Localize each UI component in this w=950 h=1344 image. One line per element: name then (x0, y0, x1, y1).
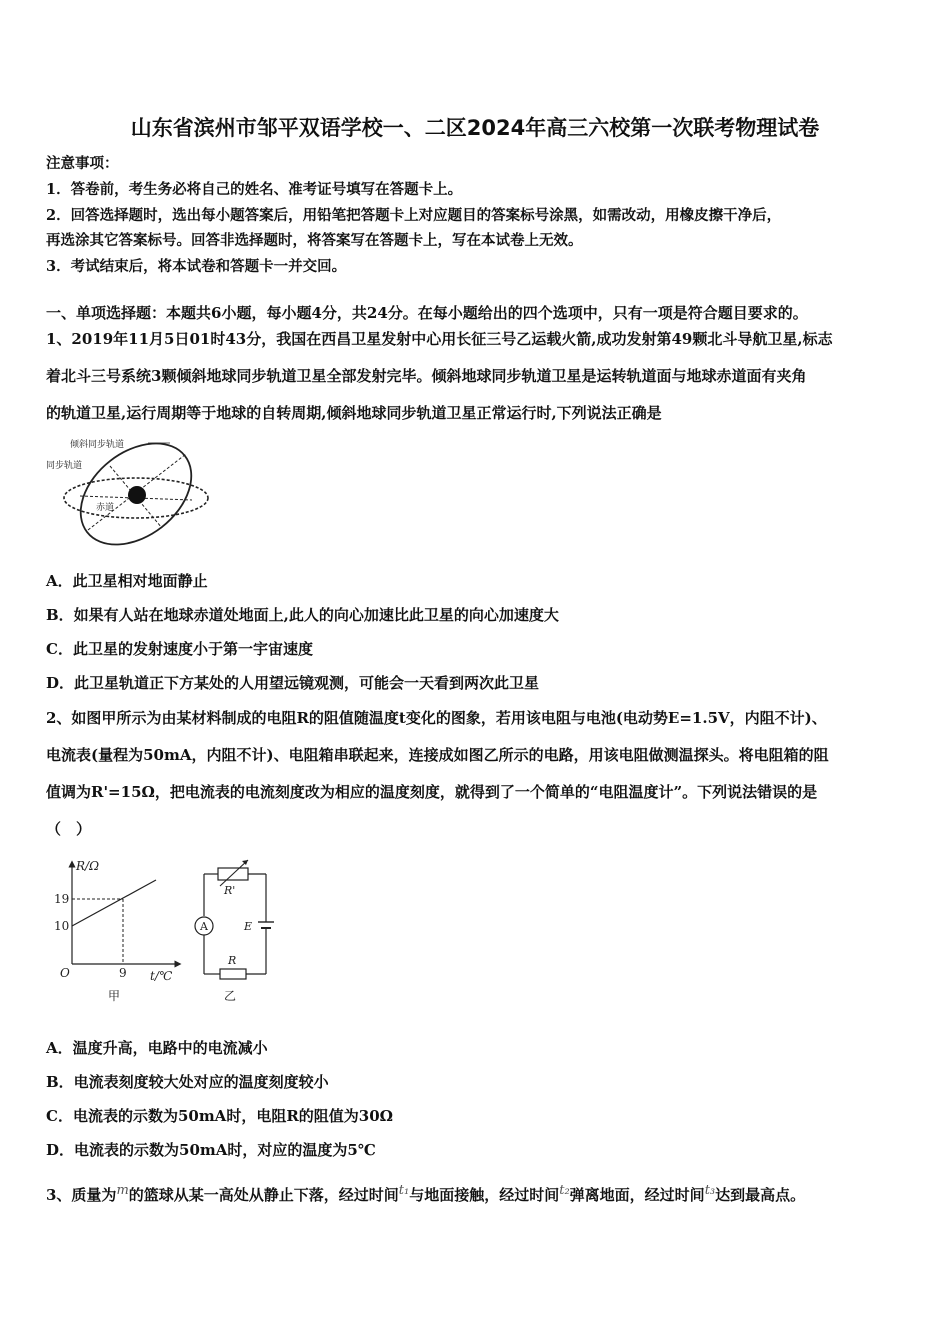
resistor-label: R (228, 954, 237, 967)
q1-line-1: 1、2019年11月5日01时43分，我国在西昌卫星发射中心用长征三号乙运载火箭,成功发射第49颗北斗导航卫星,标志 (46, 330, 833, 348)
q1-option-c: C．此卫星的发射速度小于第一宇宙速度 (46, 640, 313, 658)
resistor-symbol (220, 969, 246, 979)
q3-symbol-t3: t₃ (704, 1183, 716, 1198)
q2-option-a: A．温度升高，电路中的电流减小 (46, 1039, 268, 1057)
y-tick-19: 19 (54, 892, 70, 906)
orbit-figure (40, 436, 230, 556)
q2-option-d: D．电流表的示数为50mA时，对应的温度为5℃ (46, 1141, 376, 1159)
q1-option-d: D．此卫星轨道正下方某处的人用望远镜观测，可能会一天看到两次此卫星 (46, 674, 540, 692)
graph-caption: 甲 (108, 989, 121, 1003)
circuit-caption: 乙 (224, 989, 237, 1003)
y-tick-10: 10 (54, 919, 70, 933)
q1-line-3: 的轨道卫星,运行周期等于地球的自转周期,倾斜地球同步轨道卫星正常运行时,下列说法正确是 (46, 404, 662, 422)
q3-symbol-t2: t₂ (559, 1183, 570, 1198)
circuit-diagram (188, 852, 288, 1007)
emf-label: E (244, 920, 253, 933)
x-tick-9: 9 (119, 966, 127, 980)
label-equator: 赤道 (96, 503, 115, 513)
notice-item-2-cont: 再选涂其它答案标号。回答非选择题时，将答案写在答题卡上，写在本试卷上无效。 (46, 232, 583, 249)
ammeter-label: A (200, 920, 208, 933)
q2-line-2: 电流表(量程为50mA，内阻不计)、电阻箱串联起来，连接成如图乙所示的电路，用该电阻做测温探头。将电阻箱的阻 (46, 746, 829, 764)
r-t-line (72, 880, 156, 926)
x-axis-label: t/℃ (150, 969, 173, 983)
origin-label: O (60, 966, 70, 980)
q2-option-b: B．电流表刻度较大处对应的温度刻度较小 (46, 1073, 329, 1091)
exam-title: 山东省滨州市邹平双语学校一、二区2024年高三六校第一次联考物理试卷 (130, 116, 820, 140)
resistance-temperature-graph (50, 852, 190, 1007)
q2-option-c: C．电流表的示数为50mA时，电阻R的阻值为30Ω (46, 1107, 394, 1125)
q3-text-4: 弹离地面，经过时间 (569, 1186, 705, 1204)
q1-option-a: A．此卫星相对地面静止 (46, 572, 208, 590)
q1-option-b: B．如果有人站在地球赤道处地面上,此人的向心加速比此卫星的向心加速度大 (46, 606, 559, 624)
q2-line-1: 2、如图甲所示为由某材料制成的电阻R的阻值随温度t变化的图象，若用该电阻与电池(电动势E=1.5V，内阻不计)、 (46, 709, 827, 727)
q3-text-3: 与地面接触，经过时间 (409, 1186, 560, 1204)
q3-line-1 (46, 1184, 805, 1205)
notice-heading: 注意事项： (46, 155, 119, 172)
q3-symbol-m: m (116, 1183, 129, 1198)
notice-item-1: 1．答卷前，考生务必将自己的姓名、准考证号填写在答题卡上。 (46, 181, 463, 198)
notice-item-2: 2．回答选择题时，选出每小题答案后，用铅笔把答题卡上对应题目的答案标号涂黑，如需改动，用橡皮擦干净后， (46, 207, 782, 224)
label-sync-orbit: 同步轨道 (46, 461, 83, 471)
q2-line-4: （ ） (46, 820, 92, 838)
resistance-box-label: R' (224, 884, 236, 897)
q2-line-3: 值调为R'=15Ω，把电流表的电流刻度改为相应的温度刻度，就得到了一个简单的“电阻温度计”。下列说法错误的是 (46, 783, 818, 801)
label-incline-orbit: 倾斜同步轨道 (70, 440, 125, 450)
q3-symbol-t1: t₁ (398, 1183, 410, 1198)
q3-text-2: 的篮球从某一高处从静止下落，经过时间 (128, 1186, 399, 1204)
q3-text-5: 达到最高点。 (715, 1186, 806, 1204)
section-heading: 一、单项选择题：本题共6小题，每小题4分，共24分。在每小题给出的四个选项中，只有一项是符合题目要求的。 (46, 304, 808, 322)
notice-item-3: 3．考试结束后，将本试卷和答题卡一并交回。 (46, 258, 347, 275)
y-axis-label: R/Ω (76, 859, 100, 873)
q1-line-2: 着北斗三号系统3颗倾斜地球同步轨道卫星全部发射完毕。倾斜地球同步轨道卫星是运转轨道面与地球赤道面有夹角 (46, 367, 807, 385)
q3-text-1: 3、质量为 (46, 1186, 117, 1204)
